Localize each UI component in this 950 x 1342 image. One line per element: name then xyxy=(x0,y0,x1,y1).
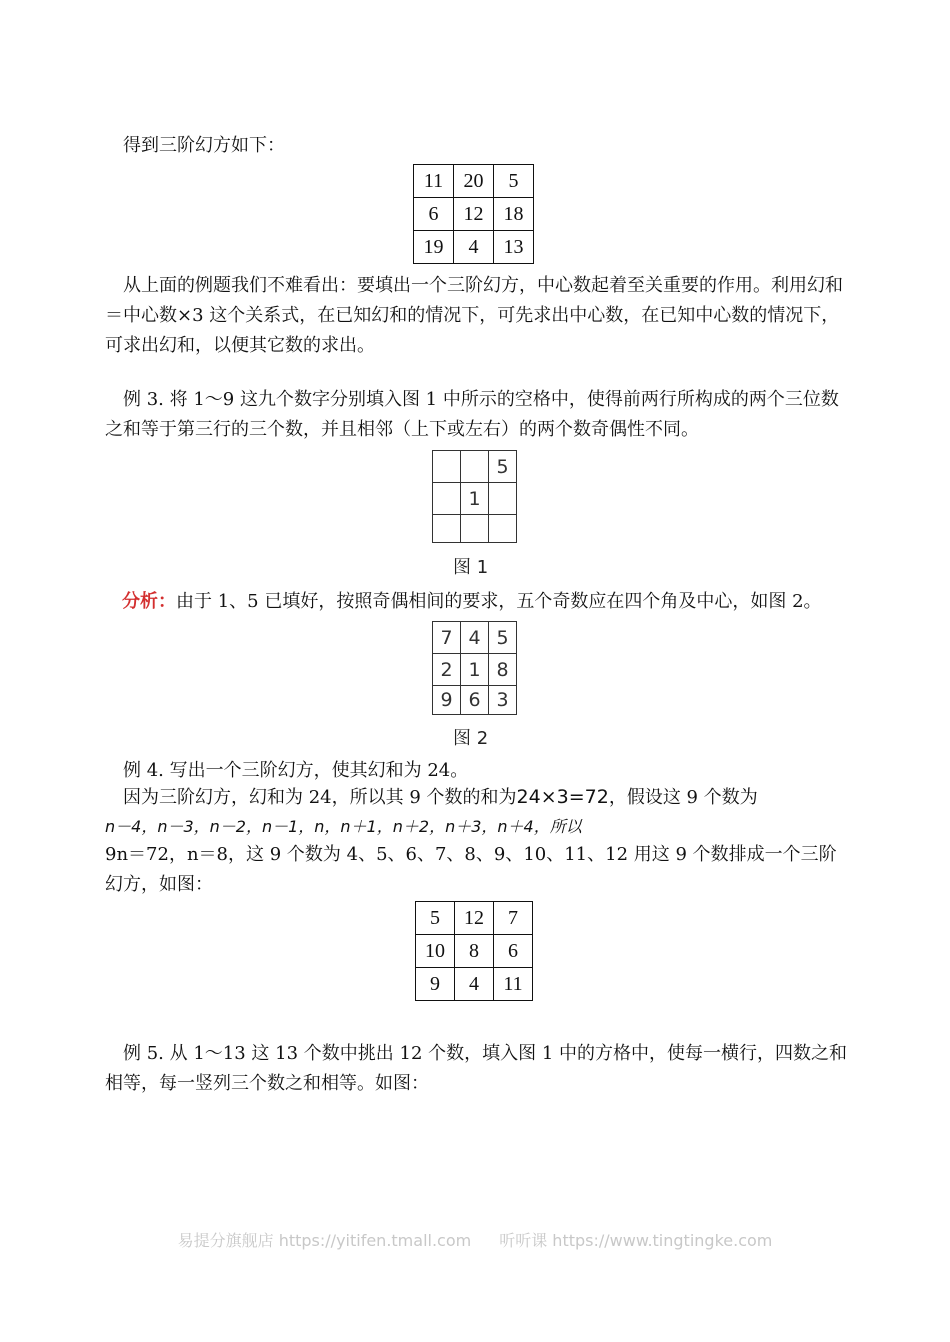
example-4-sequence xyxy=(105,812,850,842)
cell: 8 xyxy=(489,654,517,686)
paragraph-center-number: 从上面的例题我们不难看出：要填出一个三阶幻方，中心数起着至关重要的作用。利用幻和＝中心数×3 这个关系式，在已知幻和的情况下，可先求出中心数，在已知中心数的情况下，可求出幻和，以便其它数的求出。 xyxy=(105,275,843,356)
cell: 6 xyxy=(414,198,454,231)
example-5-text: 例 5. 从 1～13 这 13 个数中挑出 12 个数，填入图 1 中的方格中，使每一横行，四数之和相等，每一竖列三个数之和相等。如图： xyxy=(105,1043,848,1094)
cell xyxy=(433,451,461,483)
cell: 1 xyxy=(461,654,489,686)
cell xyxy=(489,483,517,515)
cell: 10 xyxy=(416,935,455,968)
cell xyxy=(461,515,489,543)
analysis-body: 由于 1、5 已填好，按照奇偶相间的要求，五个奇数应在四个角及中心，如图 2。 xyxy=(176,591,822,612)
example-4-line-1 xyxy=(105,782,850,813)
magic-square-1 xyxy=(413,164,534,264)
figure-1-caption: 图 1 xyxy=(453,557,489,578)
intro-text: 得到三阶幻方如下： xyxy=(123,135,285,156)
cell: 11 xyxy=(494,968,533,1001)
cell: 9 xyxy=(433,686,461,715)
cell: 6 xyxy=(494,935,533,968)
magic-square-2 xyxy=(415,901,533,1001)
cell xyxy=(489,515,517,543)
cell: 9 xyxy=(416,968,455,1001)
cell: 11 xyxy=(414,165,454,198)
cell: 8 xyxy=(455,935,494,968)
cell: 5 xyxy=(489,622,517,654)
analysis-label: 分析： xyxy=(122,591,176,612)
cell: 19 xyxy=(414,231,454,264)
cell: 4 xyxy=(461,622,489,654)
footer-tingtingke-link[interactable]: 听听课 https://www.tingtingke.com xyxy=(499,1231,773,1250)
cell: 12 xyxy=(454,198,494,231)
cell: 5 xyxy=(489,451,517,483)
page-footer xyxy=(0,1228,950,1251)
example-3-text: 例 3. 将 1～9 这九个数字分别填入图 1 中所示的空格中，使得前两行所构成的两个三位数之和等于第三行的三个数，并且相邻（上下或左右）的两个数奇偶性不同。 xyxy=(105,389,839,440)
analysis-text xyxy=(122,587,867,617)
cell: 13 xyxy=(494,231,534,264)
example-4-text: 例 4. 写出一个三阶幻方，使其幻和为 24。 xyxy=(123,760,469,781)
cell: 18 xyxy=(494,198,534,231)
ex4-text-a: 因为三阶幻方，幻和为 24，所以其 9 个数的和为 xyxy=(123,787,517,808)
figure-2-grid xyxy=(432,621,517,715)
cell: 6 xyxy=(461,686,489,715)
figure-2-caption: 图 2 xyxy=(453,728,489,749)
cell: 12 xyxy=(455,902,494,935)
cell: 5 xyxy=(416,902,455,935)
figure-1-grid xyxy=(432,450,517,543)
cell: 4 xyxy=(455,968,494,1001)
cell: 5 xyxy=(494,165,534,198)
cell: 2 xyxy=(433,654,461,686)
cell: 20 xyxy=(454,165,494,198)
cell xyxy=(433,515,461,543)
cell: 1 xyxy=(461,483,489,515)
example-4-line-3: 9n＝72，n＝8，这 9 个数为 4、5、6、7、8、9、10、11、12 用这 9 个数排成一个三阶幻方，如图： xyxy=(105,844,837,895)
footer-tmall-link[interactable]: 易提分旗舰店 https://yitifen.tmall.com xyxy=(177,1231,472,1250)
cell xyxy=(461,451,489,483)
cell xyxy=(433,483,461,515)
cell: 3 xyxy=(489,686,517,715)
cell: 4 xyxy=(454,231,494,264)
ex4-sequence: n－4，n－3，n－2，n－1，n，n＋1，n＋2，n＋3，n＋4，所以 xyxy=(105,817,582,836)
cell: 7 xyxy=(433,622,461,654)
ex4-text-b: ，假设这 9 个数为 xyxy=(608,787,758,808)
cell: 7 xyxy=(494,902,533,935)
ex4-formula: 24×3=72 xyxy=(516,786,609,808)
